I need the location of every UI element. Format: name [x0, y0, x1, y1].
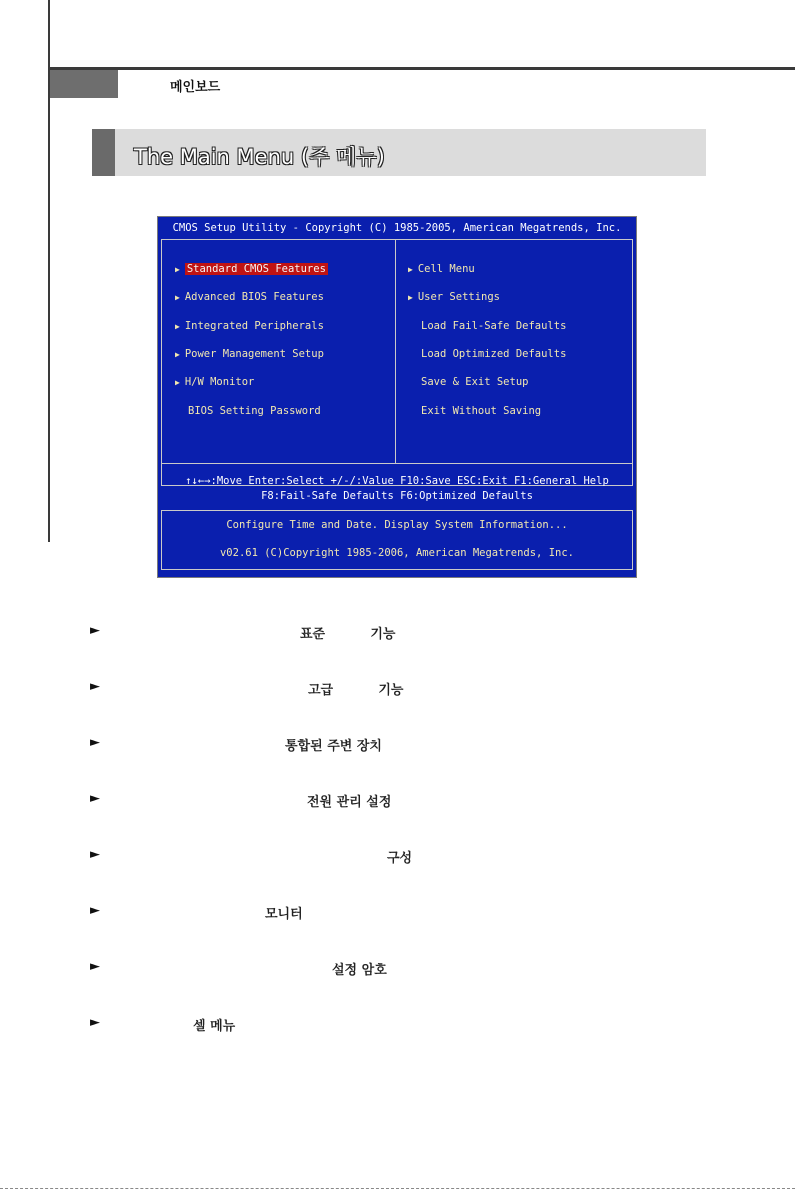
list-item	[90, 959, 730, 979]
list-item-label: 통합된 주변 장치	[285, 739, 382, 754]
submenu-arrow-icon: ▶	[175, 321, 180, 331]
bios-pane-divider	[161, 463, 633, 464]
list-item-label: 전원 관리 설정	[307, 795, 392, 810]
bios-menu-item-label: Advanced BIOS Features	[184, 291, 324, 304]
bios-menu-item-label: User Settings	[417, 291, 501, 304]
submenu-arrow-icon: ▶	[175, 349, 180, 359]
list-item	[90, 1015, 730, 1035]
list-item-label: 설정 암호	[332, 963, 387, 978]
list-item	[90, 903, 730, 923]
bios-menu-item-label: Load Optimized Defaults	[421, 347, 567, 360]
bios-menu-item-label: Power Management Setup	[184, 347, 324, 360]
page-title: The Main Menu (주 메뉴)	[134, 145, 385, 169]
triangle-bullet-icon: ►	[90, 623, 100, 638]
bios-key-help-1: ↑↓←→:Move Enter:Select +/-/:Value F10:Save ESC:Exit F1:General Help	[185, 475, 609, 487]
bios-menu-item-label: Integrated Peripherals	[184, 319, 324, 332]
bios-menu-item[interactable]	[175, 291, 324, 303]
bottom-rule	[0, 1188, 795, 1189]
bios-column-divider	[395, 239, 396, 464]
page-header-rule	[48, 67, 795, 70]
triangle-bullet-icon: ►	[90, 847, 100, 862]
submenu-arrow-icon: ▶	[408, 293, 413, 303]
submenu-arrow-icon: ▶	[175, 293, 180, 303]
list-item	[90, 735, 730, 755]
list-item-label: 모니터	[265, 907, 303, 922]
triangle-bullet-icon: ►	[90, 1015, 100, 1030]
title-marker	[92, 129, 115, 176]
bios-help-text: Configure Time and Date. Display System Information...	[226, 519, 568, 531]
triangle-bullet-icon: ►	[90, 959, 100, 974]
bios-menu-item[interactable]	[408, 405, 541, 417]
bios-menu-item[interactable]	[175, 405, 321, 417]
triangle-bullet-icon: ►	[90, 679, 100, 694]
bios-key-help-2: F8:Fail-Safe Defaults F6:Optimized Defaults	[261, 490, 533, 502]
bios-screenshot	[157, 216, 637, 578]
bios-menu-item-label: BIOS Setting Password	[188, 404, 321, 417]
list-item	[90, 847, 730, 867]
list-item	[90, 679, 730, 699]
bios-menu-item[interactable]	[175, 320, 324, 332]
triangle-bullet-icon: ►	[90, 903, 100, 918]
bios-menu-item[interactable]	[408, 348, 566, 360]
section-label: 메인보드	[170, 80, 221, 95]
bios-menu-item-label: Exit Without Saving	[421, 404, 542, 417]
bios-menu-pane	[161, 239, 633, 486]
bios-menu-item[interactable]	[408, 376, 528, 388]
bios-menu-item[interactable]	[175, 263, 328, 275]
list-item-label: 셀 메뉴	[193, 1019, 236, 1034]
list-item	[90, 791, 730, 811]
section-tab	[50, 70, 118, 98]
bios-menu-item[interactable]	[175, 348, 324, 360]
bios-title-bar: CMOS Setup Utility - Copyright (C) 1985-2005, American Megatrends, Inc.	[172, 222, 622, 234]
list-item-label: 표준 기능	[300, 627, 396, 642]
list-item-label: 고급 기능	[308, 683, 404, 698]
bios-menu-item-label: H/W Monitor	[184, 376, 255, 389]
bios-menu-item-label: Standard CMOS Features	[186, 263, 326, 275]
bios-version-text: v02.61 (C)Copyright 1985-2006, American Megatrends, Inc.	[219, 547, 574, 559]
triangle-bullet-icon: ►	[90, 791, 100, 806]
submenu-arrow-icon: ▶	[175, 378, 180, 388]
list-item	[90, 623, 730, 643]
list-item-label: 구성	[387, 851, 413, 866]
bios-menu-item[interactable]	[175, 376, 254, 388]
triangle-bullet-icon: ►	[90, 735, 100, 750]
bios-menu-item[interactable]	[408, 291, 500, 303]
bios-menu-item[interactable]	[408, 263, 475, 275]
bios-menu-item[interactable]	[408, 320, 566, 332]
bios-menu-item-label: Save & Exit Setup	[421, 376, 529, 389]
submenu-arrow-icon: ▶	[408, 265, 413, 274]
bios-menu-item-label: Load Fail-Safe Defaults	[421, 319, 567, 332]
bios-menu-item-label: Cell Menu	[417, 263, 475, 275]
submenu-arrow-icon: ▶	[175, 265, 180, 274]
